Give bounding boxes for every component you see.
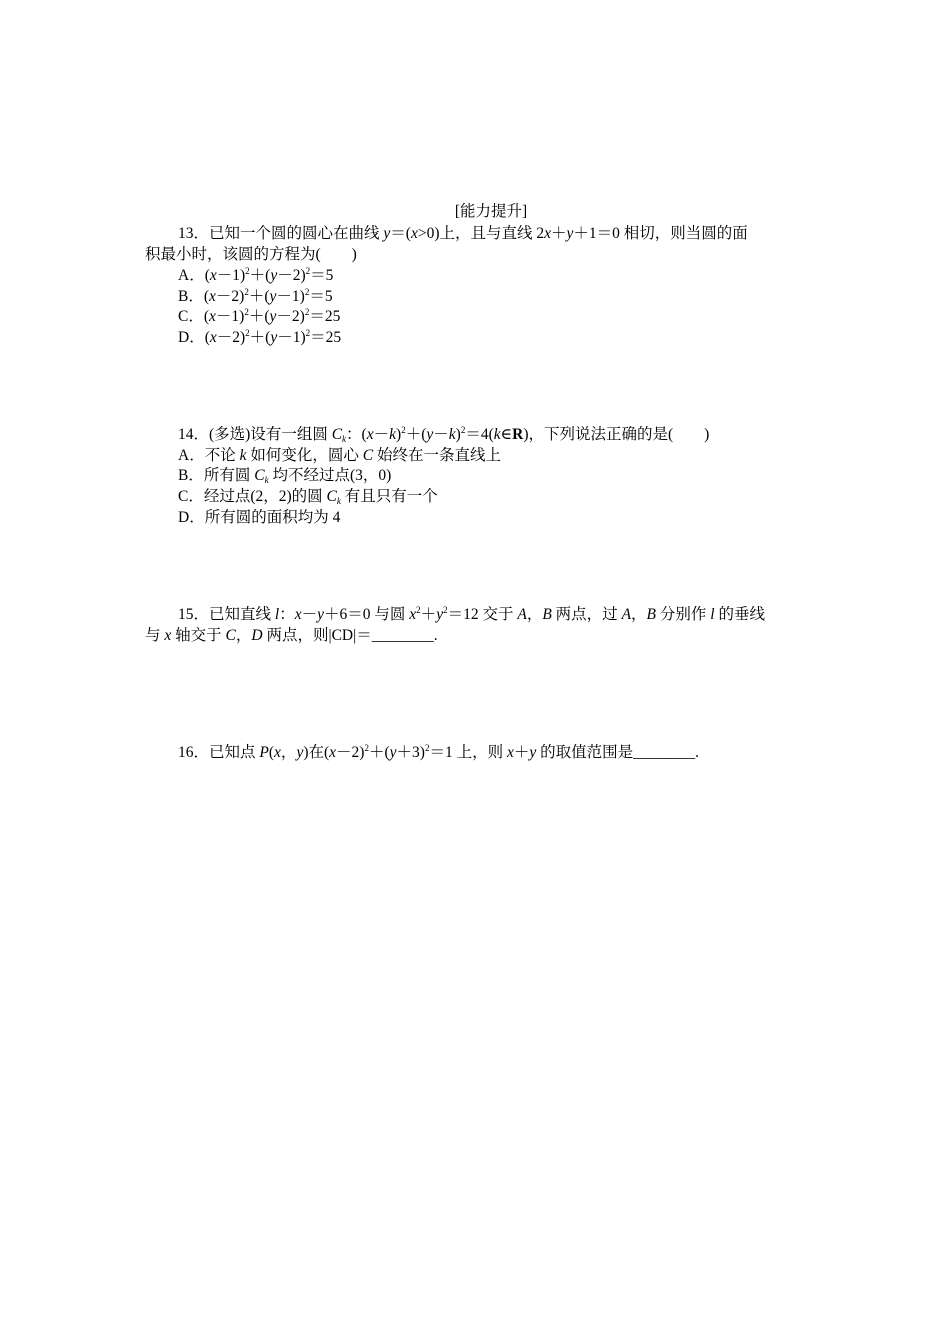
q13-option-c: C．$(x-1)^2+(y-2)^2=25$	[178, 307, 341, 325]
q13-stem-line1: 13．已知一个圆的圆心在曲线 y＝(x>0)上，且与直线 2x＋y＋1＝0 相切，则当圆的面	[178, 225, 748, 242]
q13-option-d: D．$(x-2)^2+(y-1)^2=25$	[178, 328, 342, 346]
q15-stem-line2: 与 x 轴交于 C，D 两点，则|CD|＝________.	[145, 627, 438, 644]
section-title: [能力提升]	[454, 203, 528, 220]
q13-option-b: B．$(x-2)^2+(y-1)^2=5$	[178, 287, 333, 305]
q14-option-d: D．所有圆的面积均为 4	[178, 509, 341, 526]
q14-option-b: B．所有圆 $C_k$ 均不经过点(3，0)	[178, 467, 392, 485]
q13-option-a: A．$(x-1)^2+(y-2)^2=5$	[178, 266, 334, 284]
q14-stem: 14．(多选)设有一组圆 $C_k$：$(x-k)^2+(y-k)^2=4(k\in R)$，下列说法正确的是( )	[178, 425, 710, 444]
q13-stem-line2: 积最小时，该圆的方程为( )	[145, 246, 357, 263]
q15-stem-line1: 15．已知直线 l：x－y＋6＝0 与圆 $x^2+y^2=12$ 交于 A，B 两点，过 A，B 分别作 l 的垂线	[178, 605, 765, 623]
q14-option-a: A．不论 k 如何变化，圆心 C 始终在一条直线上	[178, 447, 501, 464]
q14-option-c: C．经过点(2，2)的圆 $C_k$ 有且只有一个	[178, 488, 438, 506]
q16-stem: 16．已知点 P(x，y)在$(x-2)^2+(y+3)^2=1$ 上，则 x＋y 的取值范围是________.	[178, 743, 700, 761]
